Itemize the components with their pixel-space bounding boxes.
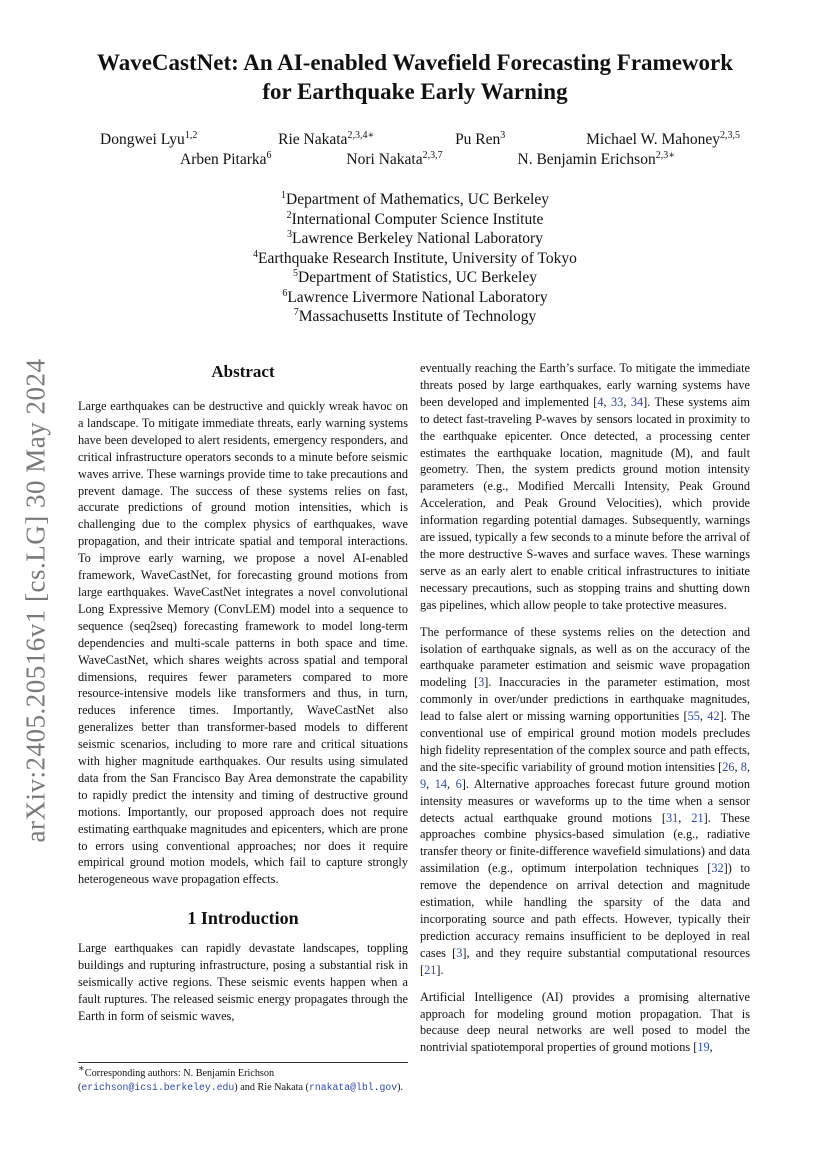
intro-paragraph-3: Artificial Intelligence (AI) provides a promising alternative approach for modeling ground motion propagation. That is because deep neural networks are well posed to model the nontrivial spatiotemporal properties of ground motions [19, <box>420 989 750 1055</box>
citation-link[interactable]: 9 <box>420 776 427 791</box>
citation-link[interactable]: 42 <box>707 709 720 724</box>
author-list <box>100 130 740 170</box>
author: Michael W. Mahoney$^{2,3,5}$ <box>586 129 740 148</box>
author: Dongwei Lyu$^{1,2}$ <box>100 129 198 148</box>
citation-link[interactable]: 8 <box>740 759 747 774</box>
affiliation: $^6$Lawrence Livermore National Laboratory <box>282 287 548 306</box>
intro-paragraph-2: The performance of these systems relies on the detection and isolation of earthquake signals, as well as on the accuracy of the earthquake parameter estimation and seismic wave propagation modeling [3]. Inaccuracies in the parameter estimation, most commonly in over/under predictions in earthquake magnitudes, lead to false alert or missing warning opportunities [55, 42]. The conventional use of empirical ground motion models precludes high fidelity representation of the complex source and path effects, and the site-specific variability of ground motion intensities [26, 8, 9, 14, 6]. Alternative approaches forecast future ground motion intensity measures or waveforms up to the time when a sensor detects actual earthquake ground motions [31, 21]. These approaches combine physics-based simulation (e.g., radiative transfer theory or finite-difference wavefield simulations) and data assimilation (e.g., optimum interpolation techniques [32]) to remove the dependence on arrival detection and magnitude estimation, while handling the sparsity of the data and incorporating source and path effects. However, typically their prediction accuracy remains insufficient to be deployed in real cases [3], and they require substantial computational resources [21]. <box>420 624 751 977</box>
left-column <box>78 360 408 1035</box>
citation-link[interactable]: 19 <box>697 1040 710 1055</box>
affiliation: $^7$Massachusetts Institute of Technology <box>293 306 537 325</box>
affiliation: $^2$International Computer Science Institute <box>286 209 544 228</box>
affiliation: $^5$Department of Statistics, UC Berkeley <box>293 267 537 286</box>
citation-link[interactable]: 21 <box>424 962 437 977</box>
email-link-nakata[interactable]: rnakata@lbl.gov <box>308 1082 398 1093</box>
introduction-heading: 1 Introduction <box>187 908 299 929</box>
citation-link[interactable]: 26 <box>722 759 735 774</box>
footnote: ∗Corresponding authors: N. Benjamin Erichson (erichson@icsi.berkeley.edu) and Rie Nakata (rnakata@lbl.gov). <box>78 1062 408 1095</box>
affiliation: $^1$Department of Mathematics, UC Berkeley <box>281 189 549 208</box>
citation-link[interactable]: 3 <box>478 675 485 690</box>
citation-link[interactable]: 14 <box>434 776 448 791</box>
paper-title <box>60 48 770 106</box>
arxiv-id-text: arXiv:2405.20516v1 [cs.LG] 30 May 2024 <box>20 358 51 842</box>
citation-link[interactable]: 31 <box>666 810 679 825</box>
citation-link[interactable]: 34 <box>630 394 644 409</box>
citation-link[interactable]: 21 <box>691 810 704 825</box>
title-line-2: for Earthquake Early Warning <box>262 79 568 104</box>
intro-paragraph-1-continued: eventually reaching the Earth’s surface. To mitigate the immediate threats posed by large earthquakes, early warning systems have been developed and implemented [4, 33, 34]. These systems aim to detect fast-traveling P-waves by sensors located in proximity to the earthquake epicenter. Once detected, a processing center estimates the earthquake location, magnitude (M), and fault geometry. Then, the system predicts ground motion intensity parameters (e.g., Modified Mercalli Intensity, Peak Ground Acceleration, and Peak Ground Velocities), which provide information regarding potential damages. Subsequently, warnings are issued, typically a few seconds to a minute before the arrival of the more destructive S-waves and surface waves. These warnings serve as an early alert to enable critical infrastructures to initiate necessary precautions, such as stopping trains and shutting down gas pipelines, which allow people to take protective measures. <box>420 361 750 612</box>
abstract-text: Large earthquakes can be destructive and quickly wreak havoc on a landscape. To mitigate immediate threats, early warning systems have been developed to alert residents, emergency responders, and critical infrastructure operators seconds to a minute before seismic waves arrive. These warnings provide time to take precautions and prevent damage. The success of these systems relies on fast, accurate predictions of ground motion intensities, which is challenging due to the complex physics of earthquakes, wave propagation, and their intricate spatial and temporal interactions. To improve early warning, we propose a novel AI-enabled framework, WaveCastNet, for forecasting ground motions from large earthquakes. WaveCastNet integrates a novel convolutional Long Expressive Memory (ConvLEM) model into a sequence to sequence (seq2seq) forecasting framework to model long-term dependencies and multi-scale patterns in both space and time. WaveCastNet, which shares weights across spatial and temporal dimensions, requires fewer parameters compared to more resource-intensive models like transformers and thus, in turn, reduces inference times. Importantly, WaveCastNet also generalizes better than transformer-based models to different seismic scenarios, including to more rare and critical situations with higher magnitude earthquakes. Our results using simulated data from the San Francisco Bay Area demonstrate the capability to rapidly predict the intensity and timing of destructive ground motions. Importantly, our proposed approach does not require estimating earthquake magnitudes and epicenters, which are prone to errors using conventional approaches; nor does it require empirical ground motion models, which fail to capture strongly heterogeneous wave propagation effects. <box>78 399 408 887</box>
right-column <box>420 360 750 1066</box>
citation-link[interactable]: 3 <box>456 945 463 960</box>
author: Rie Nakata$^{2,3,4∗}$ <box>278 129 375 148</box>
abstract-heading: Abstract <box>211 362 275 381</box>
author: Nori Nakata$^{2,3,7}$ <box>346 149 443 168</box>
email-link-erichson[interactable]: erichson@icsi.berkeley.edu <box>81 1082 235 1093</box>
citation-link[interactable]: 33 <box>611 394 624 409</box>
arxiv-identifier <box>6 350 66 850</box>
affiliation: $^4$Earthquake Research Institute, University of Tokyo <box>253 248 577 267</box>
author: N. Benjamin Erichson$^{2,3∗}$ <box>517 149 675 168</box>
intro-paragraph-1: Large earthquakes can rapidly devastate landscapes, toppling buildings and rupturing infrastructure, posing a substantial risk in seismically active regions. These seismic events happen when a fault ruptures. The released seismic energy propagates through the Earth in form of seismic waves, <box>78 941 408 1023</box>
affiliation-list <box>160 190 670 327</box>
citation-link[interactable]: 32 <box>711 861 724 876</box>
affiliation: $^3$Lawrence Berkeley National Laboratory <box>287 228 543 247</box>
author-row-2 <box>100 150 740 170</box>
citation-link[interactable]: 6 <box>455 776 462 791</box>
citation-link[interactable]: 55 <box>687 709 700 724</box>
author-row-1 <box>100 130 740 150</box>
author: Arben Pitarka$^6$ <box>180 149 272 168</box>
author: Pu Ren$^3$ <box>455 129 506 148</box>
title-line-1: WaveCastNet: An AI-enabled Wavefield Forecasting Framework <box>96 50 734 75</box>
citation-link[interactable]: 4 <box>597 394 604 409</box>
